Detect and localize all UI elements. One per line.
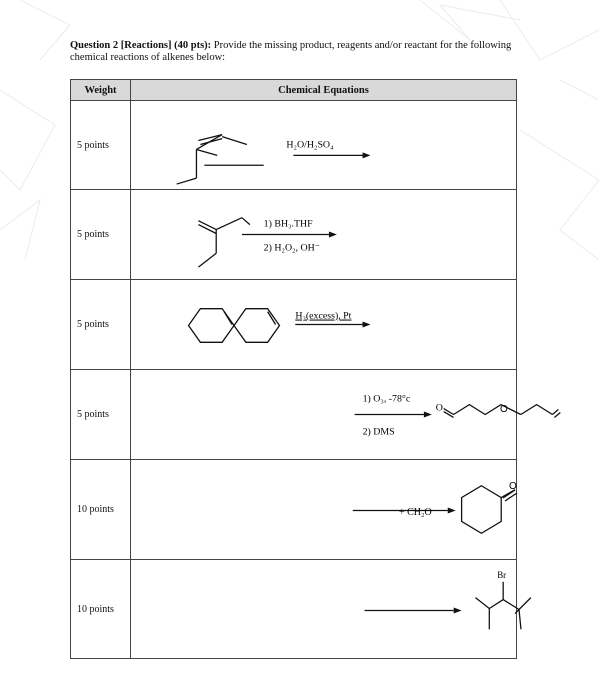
- row-weight: 5 points: [71, 190, 131, 280]
- bond: [503, 600, 519, 610]
- header-weight: Weight: [71, 80, 131, 101]
- reaction-1: [131, 101, 517, 189]
- bond: [216, 218, 242, 230]
- row-equation: [131, 190, 517, 280]
- table-row: [71, 280, 517, 370]
- row-equation: [131, 101, 517, 190]
- bond: [222, 137, 247, 145]
- reaction-4-end: [491, 370, 517, 460]
- reagent-label: H₂O/H₂SO₄: [286, 139, 334, 151]
- row-weight: 10 points: [71, 560, 131, 659]
- alkene-double-bond: [198, 221, 216, 230]
- table-header-row: [71, 80, 517, 101]
- arrow-head: [363, 152, 371, 158]
- arrow-head: [363, 322, 371, 328]
- reaction-3: [131, 280, 517, 369]
- question-instructions: Provide the missing product, reagents and/or reactant for the following chemical reactions of alkenes below:: [70, 40, 512, 63]
- bond: [242, 218, 250, 225]
- reagent-step-2: 2) DMS: [362, 426, 395, 438]
- row-weight: 10 points: [71, 460, 131, 560]
- bond: [198, 253, 216, 267]
- reactions-table: [70, 79, 517, 659]
- question-title: Question 2 [Reactions] (40 pts):: [70, 40, 212, 51]
- reaction-2: [131, 190, 517, 279]
- row-equation: [131, 370, 517, 460]
- reagent-step-2: 2) H₂O₂, OH⁻: [263, 242, 320, 254]
- table-row: [71, 190, 517, 280]
- bond: [177, 178, 197, 184]
- row-weight: 5 points: [71, 280, 131, 370]
- bond: [475, 598, 489, 609]
- row-equation: [131, 280, 517, 370]
- bond: [489, 600, 503, 609]
- reagent-label: H₂(excess), Pt: [295, 310, 352, 322]
- table-row: [71, 560, 517, 659]
- header-equations: Chemical Equations: [131, 80, 517, 101]
- ring: [234, 309, 279, 343]
- arrow-head: [454, 608, 462, 614]
- row-equation: [131, 460, 517, 560]
- bond: [444, 409, 454, 415]
- alkene-double-bond: [224, 312, 232, 325]
- reagent-step-1: 1) O₃, -78°c: [362, 393, 411, 405]
- table-row: [71, 370, 517, 460]
- reaction-4: [131, 370, 517, 459]
- ring: [189, 309, 234, 343]
- reaction-5-oxygen: [509, 478, 519, 492]
- reaction-5-product: [399, 460, 517, 560]
- oxygen-atom: O: [509, 481, 517, 492]
- coproduct-label: + CH₂O: [399, 507, 432, 518]
- carbonyl-double-bond: [505, 493, 517, 501]
- arrow-head: [329, 232, 337, 238]
- reagent-step-1: 1) BH₃.THF: [263, 218, 313, 230]
- carbonyl-double-bond: [444, 412, 454, 418]
- question-heading: [70, 40, 520, 64]
- bond: [196, 149, 217, 155]
- row-weight: 5 points: [71, 370, 131, 460]
- arrow-head: [424, 412, 432, 418]
- oxygen-atom: O: [500, 404, 508, 415]
- row-equation: [131, 560, 517, 659]
- reaction-6: [131, 560, 517, 658]
- row-weight: 5 points: [71, 101, 131, 190]
- table-row: [71, 101, 517, 190]
- table-row: [71, 460, 517, 560]
- oxygen-atom: O: [435, 402, 443, 414]
- alkene-double-bond: [198, 225, 216, 234]
- bromine-atom: Br: [497, 569, 507, 580]
